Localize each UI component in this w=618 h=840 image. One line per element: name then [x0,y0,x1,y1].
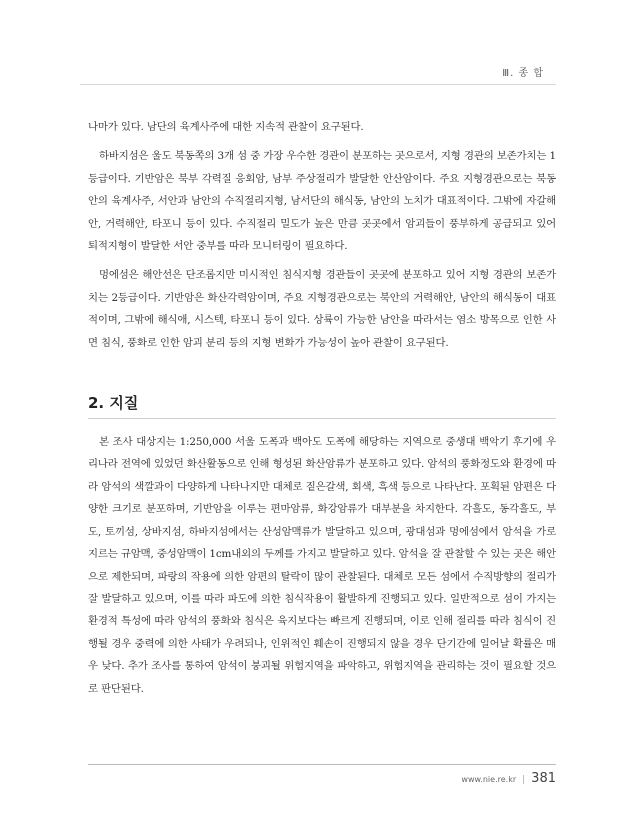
body-paragraph: 하바지섬은 울도 북동쪽의 3개 섬 중 가장 우수한 경관이 분포하는 곳으로서, 지형 경관의 보존가치는 1등급이다. 기반암은 북부 각력질 응회암, 남부 주상절리가 발달한 안산암이다. 주요 지형경관으로는 북동안의 육계사주, 서안과 남안의 수직절리지형, 남서단의 해식동, 남안의 노치가 대표적이다. 그밖에 자갈해안, 거력해안, 타포니 등이 있다. 수직절리 밀도가 높은 만큼 곳곳에서 암괴들이 풍부하게 공급되고 있어 퇴적지형이 발달한 서안 중부를 따라 모니터링이 필요하다. [88,150,556,253]
chapter-label: Ⅲ. 종 합 [502,68,544,79]
page-footer [461,771,556,786]
section-paragraph: 본 조사 대상지는 1:250,000 서울 도폭과 백아도 도폭에 해당하는 지역으로 중생대 백악기 후기에 우리나라 전역에 있었던 화산활동으로 인해 형성된 화산암류가 분포하고 있다. 암석의 풍화정도와 환경에 따라 암석의 색깔과이 다양하게 나타나지만 대체로 짙은갈색, 회색, 흑색 등으로 나타난다. 포획된 암편은 다양한 크기로 분포하며, 기반암을 이루는 편마암류, 화강암류가 대부분을 차지한다. 각흘도, 동각흘도, 부도, 토끼섬, 상바지섬, 하바지섬에서는 산성암맥류가 발달하고 있으며, 광대섬과 멍에섬에서 암석을 가로지르는 규암맥, 중성암맥이 1cm내외의 두께를 가지고 발달하고 있다. 암석을 잘 관찰할 수 있는 곳은 해안으로 제한되며, 파랑의 작용에 의한 암편의 탈락이 많이 관찰된다. 대체로 모든 섬에서 수직방향의 절리가 잘 발달하고 있으며, 이를 따라 파도에 의한 침식작용이 활발하게 진행되고 있다. 일반적으로 섬이 가지는 환경적 특성에 따라 암석의 풍화와 침식은 육지보다는 빠르게 진행되며, 이로 인해 절리를 따라 침식이 진행될 경우 중력에 의한 사태가 우려되나, 인위적인 훼손이 진행되지 않을 경우 단기간에 일어날 확률은 매우 낮다. 추가 조사를 통하여 암석이 붕괴될 위험지역을 파악하고, 위험지역을 관리하는 것이 필요할 것으로 판단된다. [88,436,556,695]
body-paragraph: 멍에섬은 해안선은 단조롭지만 미시적인 침식지형 경관들이 곳곳에 분포하고 있어 지형 경관의 보존가치는 2등급이다. 기반암은 화산각력암이며, 주요 지형경관으로는 북안의 거력해안, 남안의 해식동이 대표적이며, 그밖에 해식애, 시스텍, 타포니 등이 있다. 상륙이 가능한 남안을 따라서는 염소 방목으로 인한 사면 침식, 풍화로 인한 암괴 분리 등의 지형 변화가 가능성이 높아 관찰이 요구된다. [88,269,556,349]
footer-url: www.nie.re.kr [461,775,517,784]
body-paragraph: 나마가 있다. 남단의 육계사주에 대한 지속적 관찰이 요구된다. [88,121,364,133]
page-number: 381 [531,771,556,786]
footer-divider [88,764,556,765]
footer-separator: | [522,775,526,785]
page-content [88,116,556,707]
section-heading: 2. 지질 [88,392,556,419]
page-header [80,60,556,85]
